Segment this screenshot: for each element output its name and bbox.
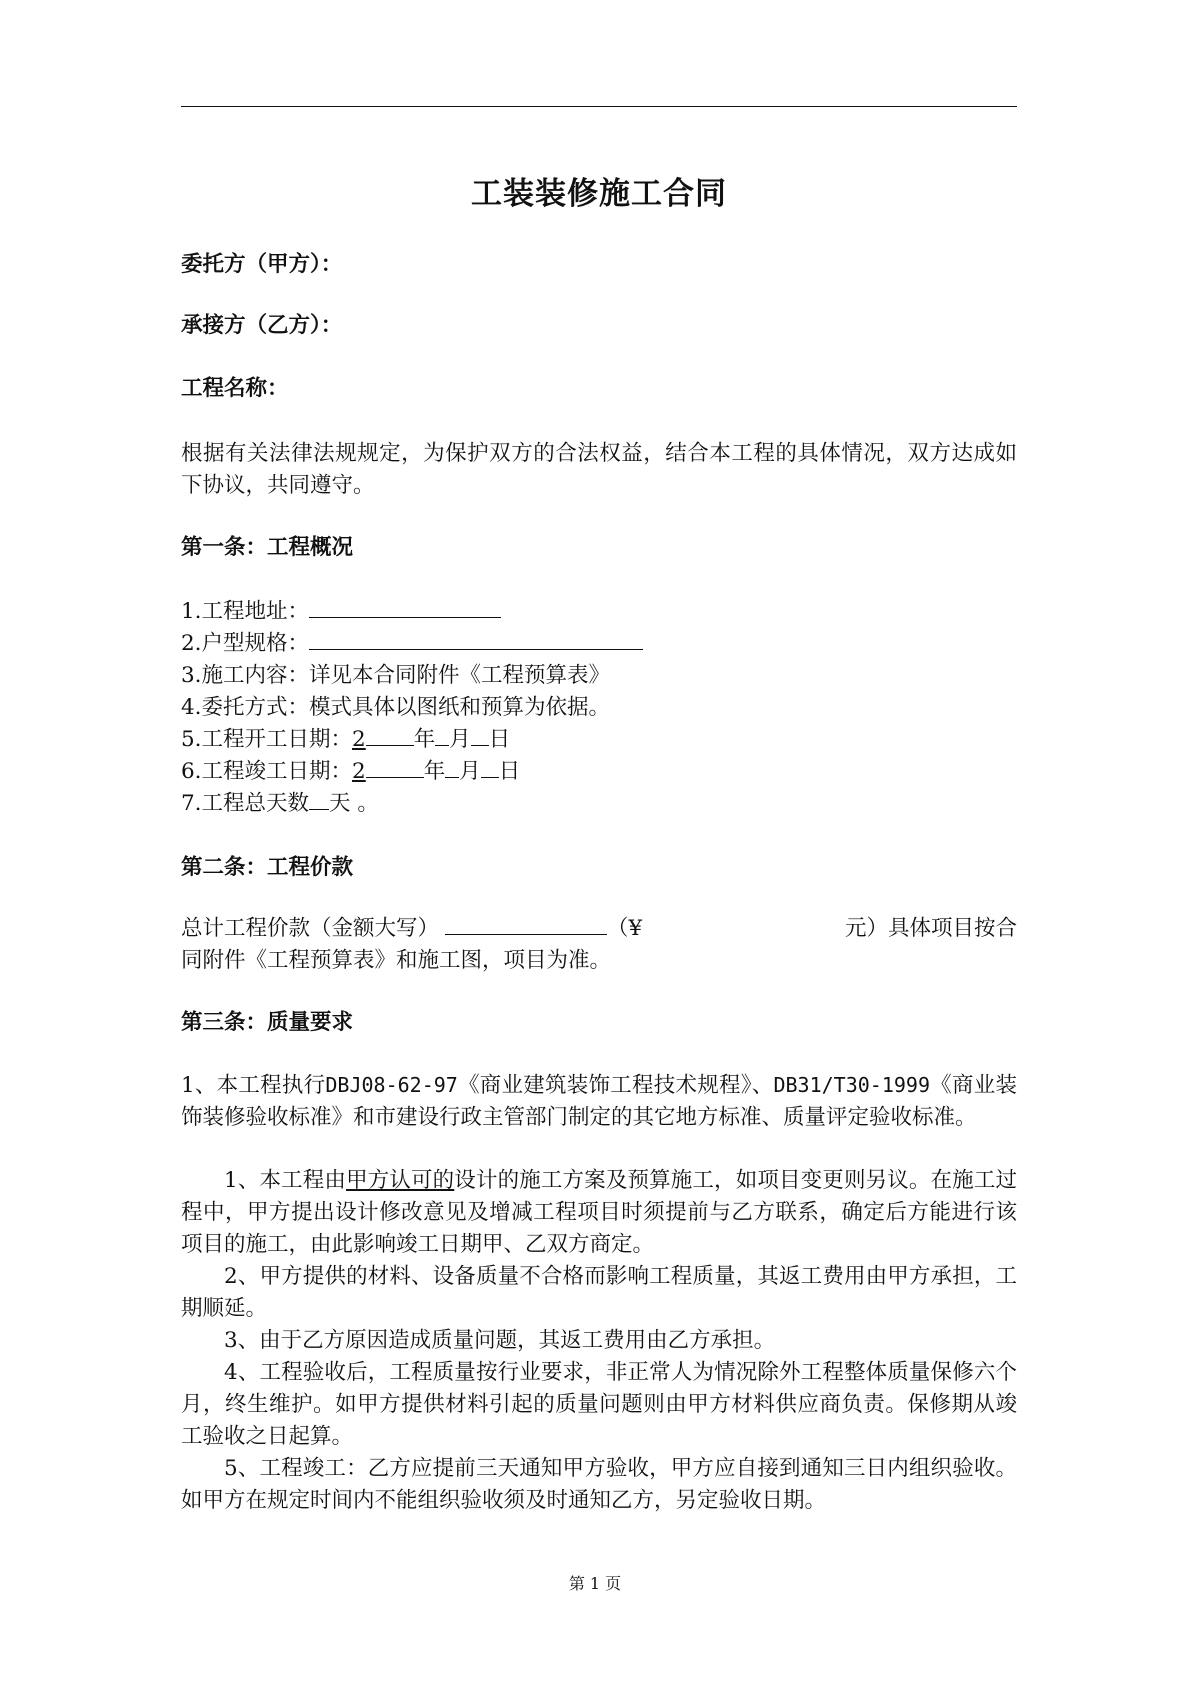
page-number: 第 1 页 bbox=[568, 1574, 622, 1593]
start-day-blank bbox=[471, 725, 489, 746]
contractor-label: 承接方（乙方）： bbox=[181, 313, 343, 338]
end-month-blank bbox=[445, 757, 459, 778]
p2-underlined: 甲方认可的 bbox=[346, 1168, 455, 1193]
total-days-unit: 天 。 bbox=[329, 791, 379, 816]
start-date-label: 5.工程开工日期： bbox=[181, 727, 353, 752]
start-day-text: 日 bbox=[488, 727, 511, 752]
quality-paragraph-5: 4、工程验收后，工程质量按行业要求，非正常人为情况除外工程整体质量保修六个月，终生维护。如甲方提供材料引起的质量问题则由甲方材料供应商负责。保修期从竣工验收之日起算。 bbox=[181, 1360, 1017, 1449]
start-year-blank bbox=[366, 725, 414, 746]
header-rule bbox=[181, 106, 1017, 107]
end-day-text: 日 bbox=[498, 759, 521, 784]
quality-paragraph-4: 3、由于乙方原因造成质量问题，其返工费用由乙方承担。 bbox=[224, 1328, 776, 1353]
end-date-label: 6.工程竣工日期： bbox=[181, 759, 353, 784]
client-label: 委托方（甲方）： bbox=[181, 252, 343, 277]
p1-text-a: 1、本工程执行 bbox=[181, 1073, 326, 1098]
quality-paragraph-6: 5、工程竣工：乙方应提前三天通知甲方验收，甲方应自接到通知三日内组织验收。如甲方在规定时间内不能组织验收须及时通知乙方，另定验收日期。 bbox=[181, 1456, 1017, 1513]
price-blank bbox=[445, 914, 607, 935]
article1-heading: 第一条：工程概况 bbox=[181, 535, 354, 560]
mode-line: 4.委托方式：模式具体以图纸和预算为依据。 bbox=[181, 695, 611, 720]
quality-paragraph-2 bbox=[181, 1165, 1017, 1261]
price-label: 总计工程价款（金额大写） bbox=[181, 916, 440, 941]
intro-paragraph: 根据有关法律法规规定，为保护双方的合法权益，结合本工程的具体情况，双方达成如下协议，共同遵守。 bbox=[181, 441, 1017, 498]
end-year-prefix: 2 bbox=[352, 759, 366, 784]
p1-code-2: DB31/T30-1999 bbox=[773, 1073, 930, 1097]
article3-heading: 第三条：质量要求 bbox=[181, 1010, 354, 1035]
start-year-text: 年 bbox=[413, 727, 436, 752]
article2-heading: 第二条：工程价款 bbox=[181, 855, 354, 880]
address-label: 1.工程地址： bbox=[181, 599, 310, 624]
total-days-label: 7.工程总天数 bbox=[181, 791, 310, 816]
content-line: 3.施工内容：详见本合同附件《工程预算表》 bbox=[181, 663, 611, 688]
unit-line bbox=[181, 628, 643, 660]
address-line bbox=[181, 596, 501, 628]
price-yuan-open: （¥ bbox=[607, 916, 643, 941]
p1-text-c: 《商业装饰装修验收标准》和市建设行政主管部门制定的其它地方标准、质量评定验收标准。 bbox=[181, 1073, 1017, 1130]
price-line-1 bbox=[181, 913, 1017, 945]
total-days-line bbox=[181, 788, 379, 820]
address-blank bbox=[309, 597, 501, 618]
end-date-line bbox=[181, 756, 520, 788]
quality-paragraph-1 bbox=[181, 1069, 1017, 1134]
document-title: 工装装修施工合同 bbox=[471, 176, 727, 212]
quality-paragraph-3: 2、甲方提供的材料、设备质量不合格而影响工程质量，其返工费用由甲方承担，工期顺延。 bbox=[181, 1264, 1017, 1321]
total-days-blank bbox=[309, 789, 329, 810]
p2-text-b: 设计的施工方案及预算施工，如项目变更则另议。在施工过程中，甲方提出设计修改意见及增减工程项目时须提前与乙方联系，确定后方能进行该项目的施工，由此影响竣工日期甲、乙双方商定。 bbox=[181, 1168, 1017, 1257]
start-year-prefix: 2 bbox=[352, 727, 366, 752]
price-line-2: 同附件《工程预算表》和施工图，项目为准。 bbox=[181, 948, 612, 973]
p2-text-a: 1、本工程由 bbox=[224, 1168, 347, 1193]
start-month-text: 月 bbox=[449, 727, 471, 752]
p1-code-1: DBJ08-62-97 bbox=[325, 1073, 458, 1097]
p1-text-b: 《商业建筑装饰工程技术规程》、 bbox=[457, 1073, 774, 1098]
end-day-blank bbox=[481, 757, 499, 778]
unit-label: 2.户型规格： bbox=[181, 631, 310, 656]
unit-blank bbox=[309, 629, 643, 650]
project-name-label: 工程名称： bbox=[181, 376, 289, 401]
end-year-blank bbox=[366, 757, 424, 778]
end-year-text: 年 bbox=[423, 759, 446, 784]
start-month-blank bbox=[435, 725, 449, 746]
end-month-text: 月 bbox=[459, 759, 481, 784]
price-tail: 元）具体项目按合 bbox=[844, 916, 1017, 941]
start-date-line bbox=[181, 724, 510, 756]
